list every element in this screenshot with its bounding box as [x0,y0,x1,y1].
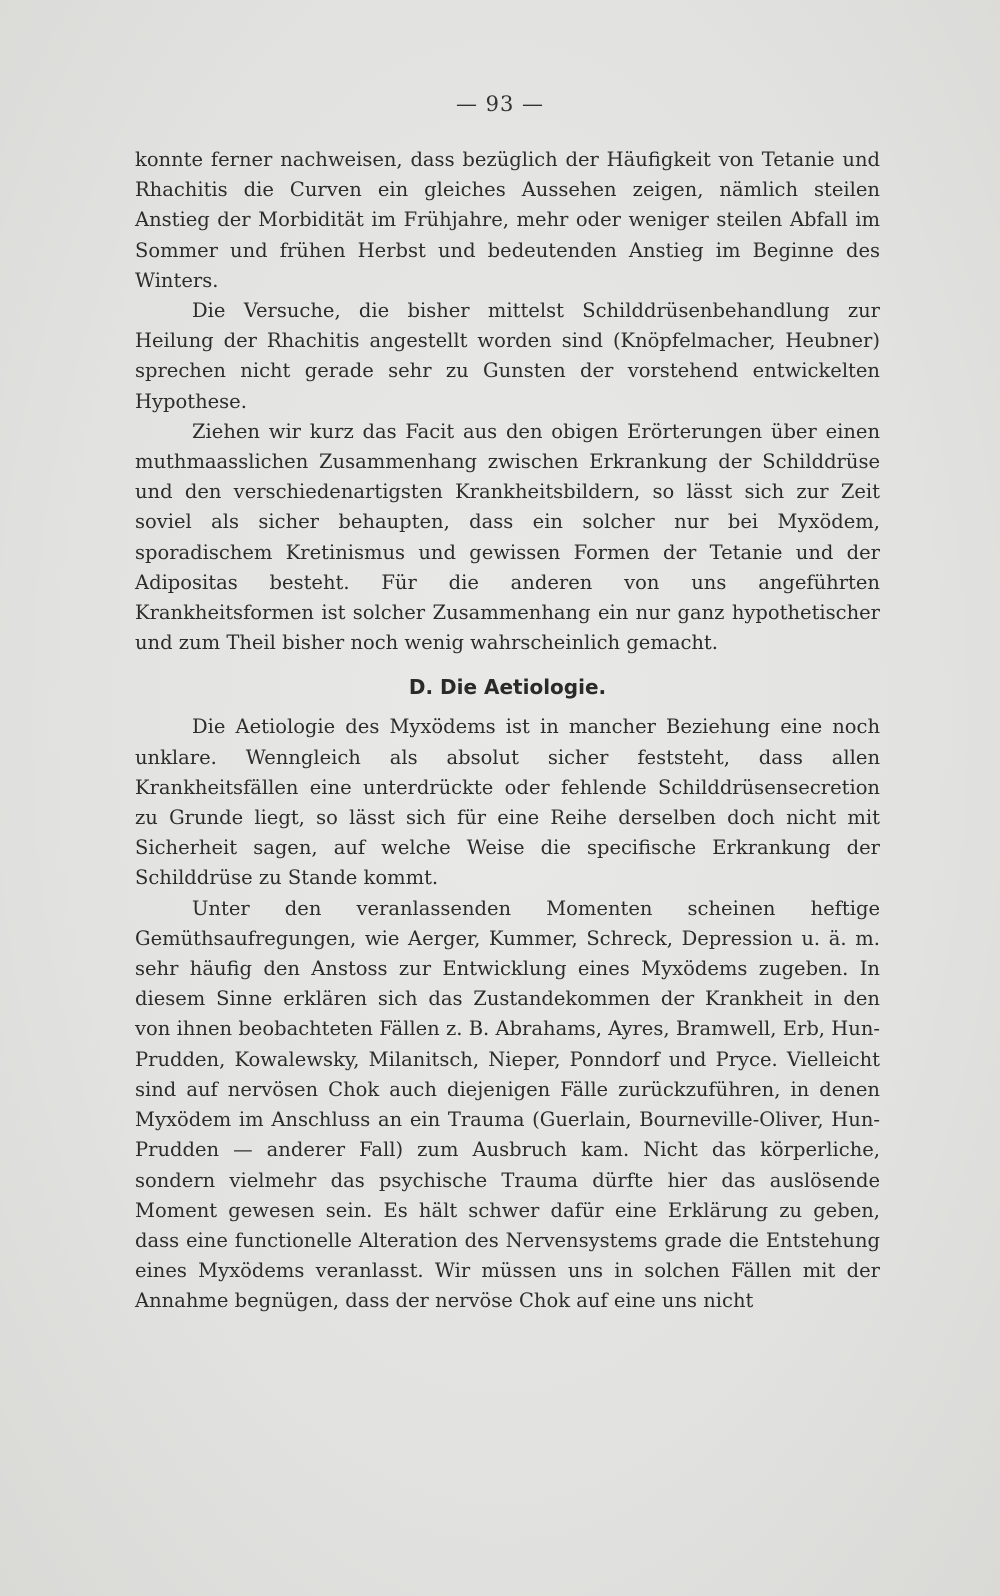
paragraph-3: Ziehen wir kurz das Facit aus den obigen Erörterungen über einen muthmaasslichen Zusammenhang zwischen Erkrankung der Schilddrüse und den verschiedenartigsten Krankheitsbildern, so lässt sich zur Zeit soviel als sicher behaupten, dass ein solcher nur bei Myxödem, sporadischem Kretinismus und gewissen Formen der Tetanie und der Adipositas besteht. Für die anderen von uns angeführten Krankheitsformen ist solcher Zusammenhang ein nur ganz hypothetischer und zum Theil bisher noch wenig wahrscheinlich gemacht. [135,419,880,655]
section-heading: D. Die Aetiologie. [408,675,607,700]
paragraph-1: konnte ferner nachweisen, dass bezüglich der Häufigkeit von Tetanie und Rhachitis die Curven ein gleiches Aussehen zeigen, nämlich steilen Anstieg der Morbidität im Frühjahre, mehr oder weniger steilen Abfall im Sommer und frühen Herbst und bedeutenden Anstieg im Beginne des Winters. [135,148,880,292]
page-number: — 93 — [455,92,545,116]
paragraph-2: Die Versuche, die bisher mittelst Schilddrüsenbehandlung zur Heilung der Rhachitis angestellt worden sind (Knöpfelmacher, Heubner) sprechen nicht gerade sehr zu Gunsten der vorstehend entwickelten Hypothese. [135,299,880,413]
paragraph-5: Unter den veranlassenden Momenten scheinen heftige Gemüthsaufregungen, wie Aerger, Kummer, Schreck, Depression u. ä. m. sehr häufig den Anstoss zur Entwicklung eines Myxödems zugeben. In diesem Sinne erklären sich das Zustandekommen der Krankheit in den von ihnen beobachteten Fällen z. B. Abrahams, Ayres, Bramwell, Erb, Hun-Prudden, Kowalewsky, Milanitsch, Nieper, Ponndorf und Pryce. Vielleicht sind auf nervösen Chok auch diejenigen Fälle zurückzuführen, in denen Myxödem im Anschluss an ein Trauma (Guerlain, Bourneville-Oliver, Hun-Prudden — anderer Fall) zum Ausbruch kam. Nicht das körperliche, sondern vielmehr das psychische Trauma dürfte hier das auslösende Moment gewesen sein. Es hält schwer dafür eine Erklärung zu geben, dass eine functionelle Alteration des Nervensystems grade die Entstehung eines Myxödems veranlasst. Wir müssen uns in solchen Fällen mit der Annahme begnügen, dass der nervöse Chok auf eine uns nicht [135,896,880,1313]
paragraph-4: Die Aetiologie des Myxödems ist in mancher Beziehung eine noch unklare. Wenngleich als absolut sicher feststeht, dass allen Krankheitsfällen eine unterdrückte oder fehlende Schilddrüsensecretion zu Grunde liegt, so lässt sich für eine Reihe derselben doch nicht mit Sicherheit sagen, auf welche Weise die specifische Erkrankung der Schilddrüse zu Stande kommt. [135,715,880,890]
body-text [135,145,880,1317]
